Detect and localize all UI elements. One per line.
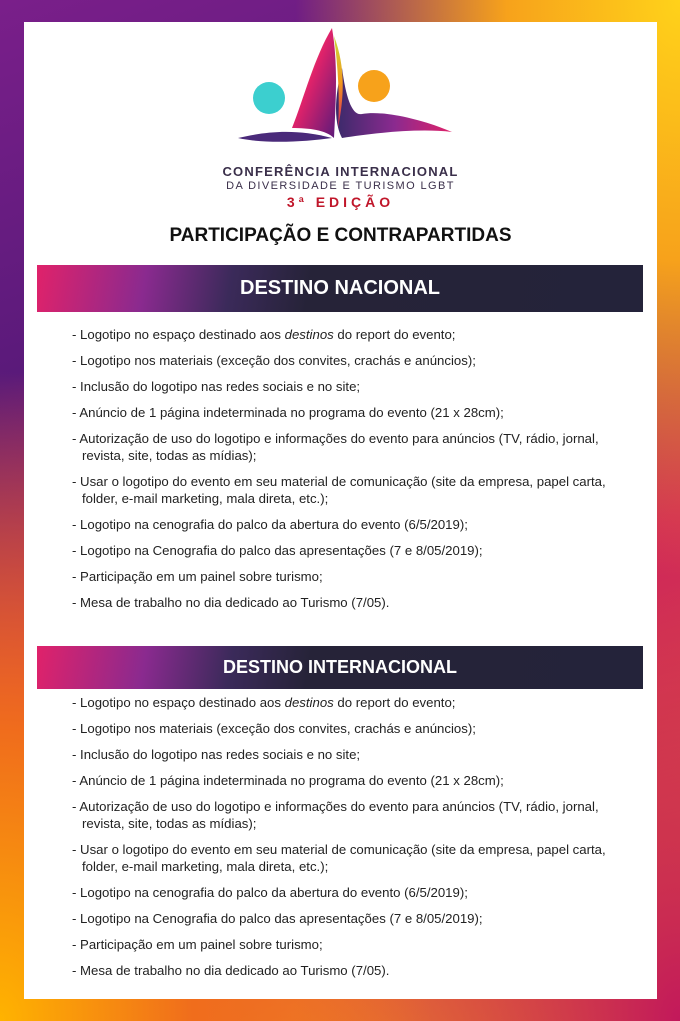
conference-name: CONFERÊNCIA INTERNACIONAL bbox=[222, 164, 459, 179]
list-item: - Logotipo na Cenografia do palco das apresentações (7 e 8/05/2019); bbox=[72, 543, 483, 558]
list-item: - Logotipo nos materiais (exceção dos convites, crachás e anúncios); bbox=[72, 721, 476, 736]
emphasis-text: destinos bbox=[284, 327, 334, 342]
page-title: PARTICIPAÇÃO E CONTRAPARTIDAS bbox=[169, 225, 512, 246]
list-item: - Usar o logotipo do evento em seu material de comunicação (site da empresa, papel carta, folder, e-mail marketing, mala direta, etc.); bbox=[72, 474, 606, 506]
list-item: - Logotipo na cenografia do palco da abertura do evento (6/5/2019); bbox=[72, 885, 468, 900]
list-item: - Inclusão do logotipo nas redes sociais e no site; bbox=[72, 747, 361, 762]
emphasis-text: destinos bbox=[284, 695, 334, 710]
section-header-nacional: DESTINO NACIONAL bbox=[37, 265, 643, 312]
list-item: - Anúncio de 1 página indeterminada no programa do evento (21 x 28cm); bbox=[72, 405, 504, 420]
document-panel bbox=[24, 22, 657, 999]
list-item: - Mesa de trabalho no dia dedicado ao Turismo (7/05). bbox=[72, 595, 390, 610]
list-item: - Participação em um painel sobre turismo; bbox=[72, 937, 323, 952]
edition-label: 3ª EDIÇÃO bbox=[286, 194, 395, 210]
list-item: - Inclusão do logotipo nas redes sociais e no site; bbox=[72, 379, 361, 394]
benefits-list-internacional bbox=[72, 694, 632, 988]
list-item: - Logotipo na cenografia do palco da abertura do evento (6/5/2019); bbox=[72, 517, 468, 532]
benefits-list-nacional bbox=[72, 326, 632, 620]
section-header-internacional: DESTINO INTERNACIONAL bbox=[37, 646, 643, 689]
list-item: - Autorização de uso do logotipo e informações do evento para anúncios (TV, rádio, jornal, revista, site, todas as mídias); bbox=[72, 431, 599, 463]
list-item: - Anúncio de 1 página indeterminada no programa do evento (21 x 28cm); bbox=[72, 773, 504, 788]
list-item: - Mesa de trabalho no dia dedicado ao Turismo (7/05). bbox=[72, 963, 390, 978]
list-item: - Logotipo no espaço destinado aos destinos do report do evento; bbox=[72, 327, 456, 342]
list-item: - Logotipo nos materiais (exceção dos convites, crachás e anúncios); bbox=[72, 353, 476, 368]
conference-logo-icon bbox=[234, 28, 464, 146]
list-item: - Usar o logotipo do evento em seu material de comunicação (site da empresa, papel carta, folder, e-mail marketing, mala direta, etc.); bbox=[72, 842, 606, 874]
conference-subtitle: DA DIVERSIDADE E TURISMO LGBT bbox=[226, 180, 455, 192]
list-item: - Participação em um painel sobre turismo; bbox=[72, 569, 323, 584]
list-item: - Logotipo na Cenografia do palco das apresentações (7 e 8/05/2019); bbox=[72, 911, 483, 926]
list-item: - Autorização de uso do logotipo e informações do evento para anúncios (TV, rádio, jornal, revista, site, todas as mídias); bbox=[72, 799, 599, 831]
list-item: - Logotipo no espaço destinado aos destinos do report do evento; bbox=[72, 695, 456, 710]
